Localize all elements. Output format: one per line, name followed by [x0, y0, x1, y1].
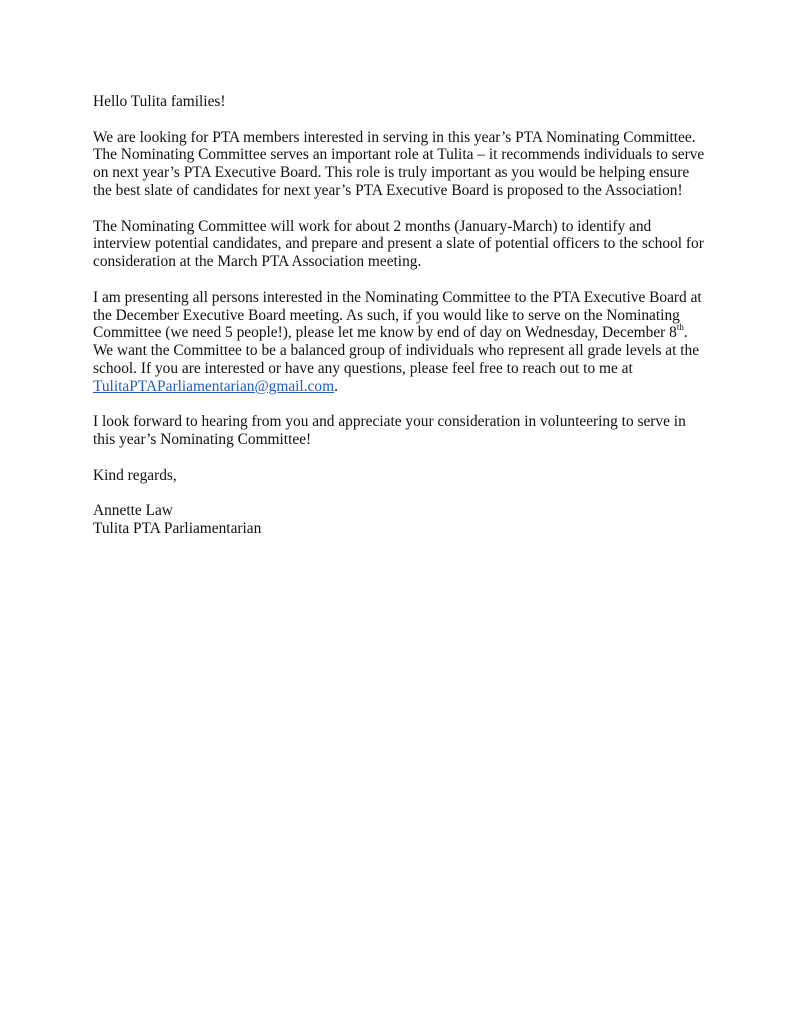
paragraph-intro: We are looking for PTA members interested in serving in this year’s PTA Nominating Committee. The Nominating Committee serves an important role at Tulita – it recommends individuals to serve on next year’s PTA Executive Board. This role is truly important as you would be helping ensure the best slate of candidates for next year’s PTA Executive Board is proposed to the Association! [93, 128, 705, 199]
paragraph-request [93, 289, 705, 396]
paragraph-request-end: . [334, 377, 338, 395]
email-link[interactable]: TulitaPTAParliamentarian@gmail.com [93, 377, 335, 395]
letter-body [93, 93, 705, 538]
paragraph-request-part1: I am presenting all persons interested in the Nominating Committee to the PTA Executive Board at the December Executive Board meeting. As such, if you would like to serve on the Nominating Committee (we need 5 people!), please let me know by end of day on Wednesday, December 8 [93, 288, 702, 342]
signature-name: Annette Law [93, 502, 173, 520]
greeting: Hello Tulita families! [93, 93, 226, 110]
paragraph-timeline: The Nominating Committee will work for about 2 months (January-March) to identify and interview potential candidates, and prepare and present a slate of potential officers to the school for consideration at the March PTA Association meeting. [93, 217, 704, 271]
closing: Kind regards, [93, 466, 177, 484]
paragraph-request-part2: . We want the Committee to be a balanced group of individuals who represent all grade levels at the school. If you are interested or have any questions, please feel free to reach out to me at [93, 324, 700, 377]
ordinal-suffix: th [676, 322, 684, 333]
signature-title: Tulita PTA Parliamentarian [93, 520, 262, 538]
paragraph-thanks: I look forward to hearing from you and appreciate your consideration in volunteering to serve in this year’s Nominating Committee! [93, 413, 686, 449]
